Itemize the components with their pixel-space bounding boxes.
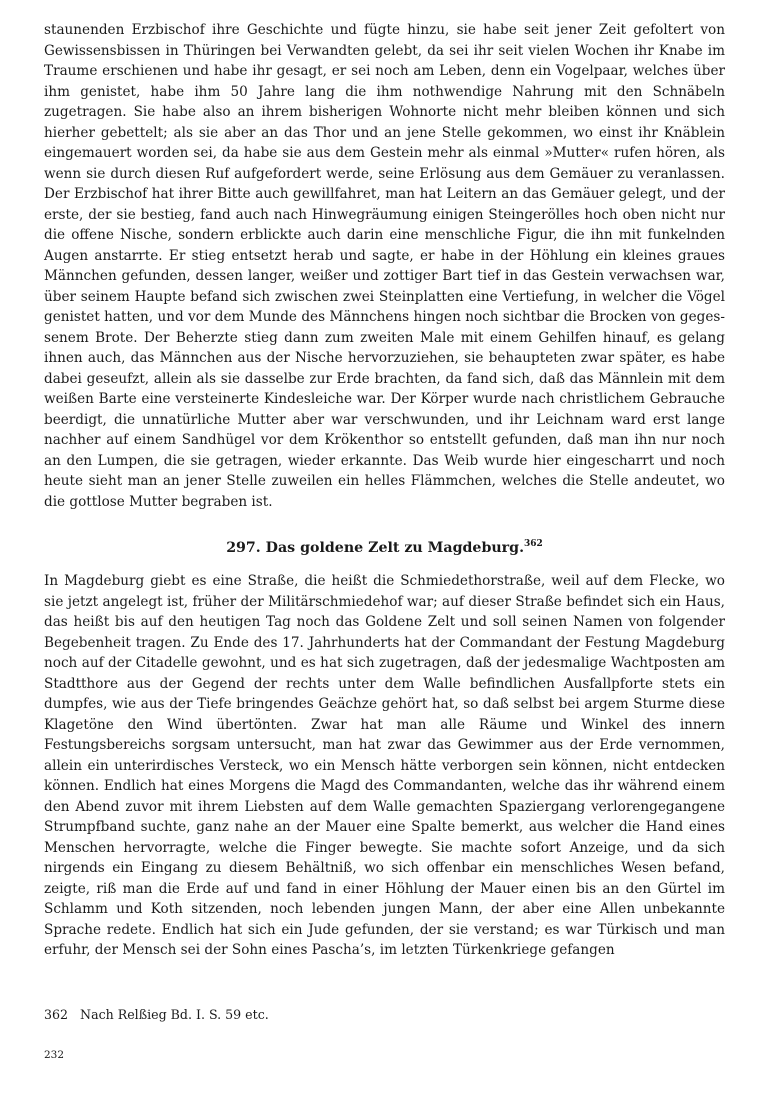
page-body (44, 20, 725, 961)
section-heading (44, 538, 725, 558)
page-number: 232 (44, 1049, 65, 1061)
footnote-text: Nach Relßieg Bd. I. S. 59 etc. (80, 1007, 269, 1022)
paragraph-continuation: staunenden Erzbischof ihre Geschichte und fügte hinzu, sie habe seit jener Zeit gefoltert von Gewissensbissen in Thüringen bei Verwandten gelebt, da sei ihr seit vielen Wochen ihr Knabe im Traume erschienen und habe ihr gesagt, er sei noch am Leben, denn ein Vogelpaar, welches über ihm genistet, habe ihm 50 Jahre lang die ihm nothwendige Nahrung mit den Schnäbeln zugetragen. Sie habe also an ihrem bisherigen Wohnorte nicht mehr bleiben können und sich hierher gebettelt; als sie aber an das Thor und an jene Stelle gekommen, wo einst ihr Knäblein eingemauert worden sei, da habe sie aus dem Gestein mehr als einmal »Mutter« rufen hören, als wenn sie durch diesen Ruf aufgefordert werde, seine Erlösung aus dem Gemäuer zu veranlassen. Der Erzbischof hat ihrer Bitte auch gewillfahret, man hat Leitern an das Gemäuer gelegt, und der erste, der sie bestieg, fand auch nach Hinwegräumung einigen Steingerölles hoch oben nicht nur die offene Nische, sondern erblickte auch darin eine menschliche Figur, die ihn mit funkelnden Augen anstarrte. Er stieg entsetzt herab und sagte, er habe in der Höhlung ein kleines graues Männchen gefunden, dessen langer, weißer und zottiger Bart tief in das Gestein verwachsen war, über seinem Haupte befand sich zwischen zwei Steinplatten eine Vertiefung, in welcher die Vögel genistet hatten, und vor dem Munde des Männchens hingen noch sichtbar die Brocken von gegessenem Brote. Der Beherzte stieg dann zum zweiten Male mit einem Gehilfen hinauf, es gelang ihnen auch, das Männchen aus der Nische hervorzuziehen, sie behaupteten zwar später, es habe dabei geseufzt, allein als sie dasselbe zur Erde brachten, da fand sich, daß das Männlein mit dem weißen Barte eine versteinerte Kindesleiche war. Der Körper wurde nach christlichem Gebrauche beerdigt, die unnatürliche Mutter aber war verschwunden, und ihr Leichnam ward erst lange nachher auf einem Sandhügel vor dem Krökenthor so entstellt gefunden, daß man ihn nur noch an den Lumpen, die sie getragen, wieder erkannte. Das Weib wurde hier eingescharrt und noch heute sieht man an jener Stelle zuweilen ein helles Flämmchen, welches die Stelle andeutet, wo die gottlose Mutter begraben ist. (44, 22, 725, 510)
footnote (44, 1006, 725, 1024)
footnote-number: 362 (44, 1007, 69, 1022)
footnote-reference[interactable]: 362 (524, 539, 543, 549)
paragraph-section-297: In Magdeburg giebt es eine Straße, die heißt die Schmiedethorstraße, weil auf dem Flecke, wo sie jetzt angelegt ist, früher der Militärschmiedehof war; auf dieser Straße befindet sich ein Haus, das heißt bis auf den heutigen Tag noch das Goldene Zelt und soll seinen Namen von folgender Begebenheit tragen. Zu Ende des 17. Jahrhunderts hat der Commandant der Festung Magdeburg noch auf der Citadelle gewohnt, und es hat sich zugetragen, daß der jedesmalige Wachtposten am Stadtthore aus der Gegend der rechts unter dem Walle befindlichen Ausfallpforte stets ein dumpfes, wie aus der Tiefe bringendes Geächze gehört hat, so daß selbst bei argem Sturme diese Klagetöne den Wind übertönten. Zwar hat man alle Räume und Winkel des innern Festungsbereichs sorgsam untersucht, man hat zwar das Gewimmer aus der Erde vernommen, allein ein unterirdisches Versteck, wo ein Mensch hätte verborgen sein können, nicht entdecken können. Endlich hat eines Morgens die Magd des Commandanten, welche das ihr während einem den Abend zuvor mit ihrem Liebsten auf dem Walle gemachten Spaziergang verlorengegangene Strumpfband suchte, ganz nahe an der Mauer eine Spalte bemerkt, aus welcher die Hand eines Menschen hervorragte, welche die Finger bewegte. Sie machte sofort Anzeige, und da sich nirgends ein Eingang zu diesem Behältniß, wo sich offenbar ein menschliches Wesen befand, zeigte, riß man die Erde auf und fand in einer Höhlung der Mauer einen bis an den Gürtel im Schlamm und Koth sitzenden, noch lebenden jungen Mann, der aber eine Allen unbekannte Sprache redete. Endlich hat sich ein Jude gefunden, der sie verstand; es war Türkisch und man erfuhr, der Mensch sei der Sohn eines Pascha’s, im letzten Türkenkriege gefangen (44, 573, 725, 958)
heading-title: 297. Das goldene Zelt zu Magdeburg. (226, 540, 525, 556)
